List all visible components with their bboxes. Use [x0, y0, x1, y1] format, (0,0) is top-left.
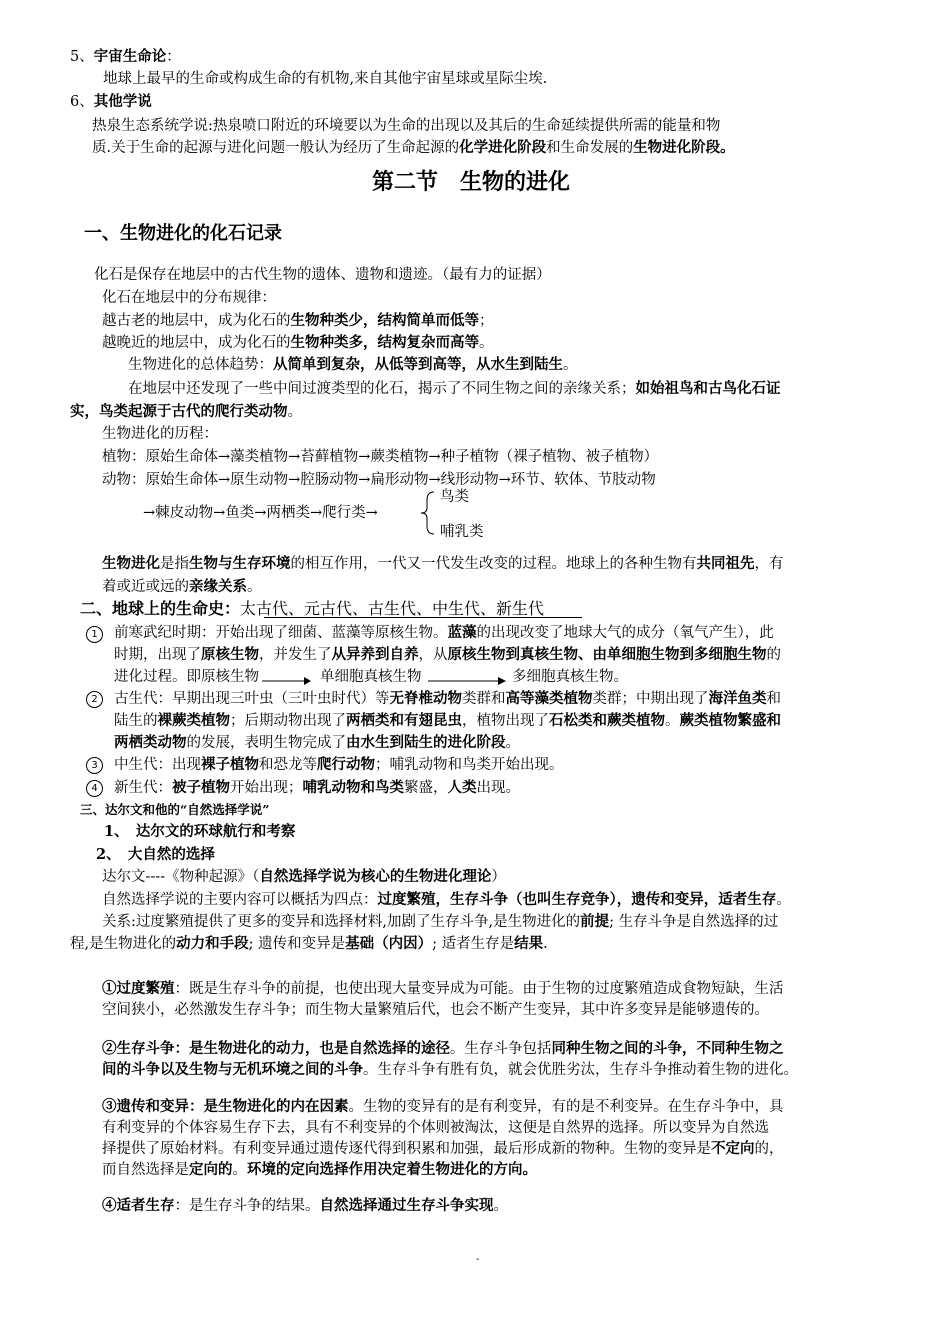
num-badge-1: 1 — [86, 626, 103, 643]
s6-line2: 质.关于生命的起源与进化问题一般认为经历了生命起源的化学进化阶段和生命发展的生物进化阶段。 — [92, 139, 735, 156]
fossil-rule: 化石在地层中的分布规律： — [102, 290, 276, 306]
point-1-l1: ①过度繁殖：既是生存斗争的前提，也使出现大量变异成为可能。由于生物的过度繁殖造成食物短缺，生活 — [102, 980, 784, 997]
section-title: 第二节 生物的进化 — [372, 169, 571, 195]
fossil-old: 越古老的地层中，成为化石的生物种类少，结构简单而低等； — [102, 312, 494, 329]
num-badge-2: 2 — [86, 691, 103, 708]
point-2-l2: 间的斗争以及生物与无机环境之间的斗争。生存斗争有胜有负，就会优胜劣汰，生存斗争推动着生物的进化。 — [102, 1061, 798, 1078]
branch-bird: 鸟类 — [440, 489, 469, 505]
arrow-icon — [428, 676, 508, 686]
point-1-l2: 空间狭小，必然激发生存斗争；而生物大量繁殖后代，也会不断产生变异，其中许多变异是能够遗传的。 — [102, 1002, 769, 1018]
fossil-def: 化石是保存在地层中的古代生物的遗体、遗物和遗迹。（最有力的证据） — [94, 267, 551, 283]
point-3-l2: 有利变异的个体容易生存下去，具有不利变异的个体则被淘汰，这便是自然界的选择。所以变异为自然选 — [102, 1120, 769, 1136]
heading-darwin: 三、达尔文和他的“自然选择学说” — [80, 802, 270, 817]
heading-s5: 5、宇宙生命论： — [70, 48, 181, 65]
page-mark: - — [476, 1254, 480, 1265]
history-g1: 古生代：早期出现三叶虫（三叶虫时代）等无脊椎动物类群和高等藻类植物类群；中期出现了海洋鱼类和 — [114, 690, 781, 707]
history-p3-end: 多细胞真核生物。 — [512, 669, 628, 685]
history-p3-mid: 单细胞真核生物 — [320, 669, 422, 685]
evo-def-1: 生物进化是指生物与生存环境的相互作用，一代又一代发生改变的过程。地球上的各种生物有共同祖先，有 — [102, 555, 784, 572]
s6-line1: 热泉生态系统学说:热泉喷口附近的环境要以为生命的出现以及其后的生命延续提供所需的能量和物 — [92, 118, 721, 134]
history-p3: 进化过程。即原核生物 — [114, 669, 259, 685]
heading-s6: 6、其他学说 — [70, 93, 152, 110]
darwin-rel-1: 关系:过度繁殖提供了更多的变异和选择材料,加剧了生存斗争,是生物进化的前提; 生存斗争是自然选择的过 — [102, 913, 779, 930]
point-3-l4: 而自然选择是定向的。环境的定向选择作用决定着生物进化的方向。 — [102, 1161, 537, 1178]
num-badge-3: 3 — [86, 757, 103, 774]
point-3-l1: ③遗传和变异：是生物进化的内在因素。生物的变异有的是有利变异，有的是不利变异。在生存斗争中，具 — [102, 1098, 784, 1115]
animal-path: 动物：原始生命体→原生动物→腔肠动物→扁形动物→线形动物→环节、软体、节肢动物 — [102, 472, 656, 488]
darwin-item-2: 2、 大自然的选择 — [96, 846, 215, 863]
darwin-book: 达尔文----《物种起源》（自然选择学说为核心的生物进化理论） — [102, 868, 506, 885]
darwin-item-1: 1、 达尔文的环球航行和考察 — [104, 823, 296, 840]
history-g3: 两栖类动物的发展，表明生物完成了由水生到陆生的进化阶段。 — [114, 734, 520, 751]
branch-mammal: 哺乳类 — [440, 524, 484, 540]
history-x1: 新生代：被子植物开始出现；哺乳动物和鸟类繁盛，人类出现。 — [114, 779, 520, 796]
point-3-l3: 择提供了原始材料。有利变异通过遗传逐代得到积累和加强，最后形成新的物种。生物的变异是不定向的， — [102, 1140, 784, 1157]
point-2-l1: ②生存斗争：是生物进化的动力，也是自然选择的途径。生存斗争包括同种生物之间的斗争，不同种生物之 — [102, 1040, 784, 1057]
darwin-four: 自然选择学说的主要内容可以概括为四点：过度繁殖，生存斗争（也叫生存竞争），遗传和变异，适者生存。 — [102, 891, 791, 908]
heading-fossil: 一、生物进化的化石记录 — [84, 223, 282, 244]
fossil-inter-2: 实，鸟类起源于古代的爬行类动物。 — [70, 403, 302, 420]
darwin-rel-2: 程,是生物进化的动力和手段; 遗传和变异是基础（内因）; 适者生存是结果. — [70, 935, 548, 952]
history-m1: 中生代：出现裸子植物和恐龙等爬行动物；哺乳动物和鸟类开始出现。 — [114, 756, 564, 773]
history-p2: 时期，出现了原核生物，并发生了从异养到自养，从原核生物到真核生物、由单细胞生物到多细胞生物的 — [114, 646, 781, 663]
evo-course: 生物进化的历程： — [102, 426, 218, 442]
s5-text: 地球上最早的生命或构成生命的有机物,来自其他宇宙星球或星际尘埃. — [103, 71, 548, 87]
brace-icon — [418, 490, 436, 536]
arrow-icon — [262, 676, 312, 686]
animal-path-2: →棘皮动物→鱼类→两栖类→爬行类→ — [143, 505, 378, 521]
num-badge-4: 4 — [86, 780, 103, 797]
plant-path: 植物：原始生命体→藻类植物→苔藓植物→蕨类植物→种子植物（裸子植物、被子植物） — [102, 449, 659, 465]
fossil-inter-1: 在地层中还发现了一些中间过渡类型的化石，揭示了不同生物之间的亲缘关系；如始祖鸟和古鸟化石证 — [128, 380, 781, 397]
evo-def-2: 着或近或远的亲缘关系。 — [102, 578, 262, 595]
heading-history: 二、地球上的生命史：太古代、元古代、古生代、中生代、新生代 — [80, 599, 545, 618]
history-p1: 前寒武纪时期：开始出现了细菌、蓝藻等原核生物。蓝藻的出现改变了地球大气的成分（氧气产生），此 — [114, 624, 774, 641]
fossil-new: 越晚近的地层中，成为化石的生物种类多，结构复杂而高等。 — [102, 334, 494, 351]
underline-divider — [264, 617, 582, 618]
history-g2: 陆生的裸蕨类植物；后期动物出现了两栖类和有翅昆虫，植物出现了石松类和蕨类植物。蕨类植物繁盛和 — [114, 712, 781, 729]
point-4-l1: ④适者生存：是生存斗争的结果。自然选择通过生存斗争实现。 — [102, 1197, 508, 1214]
fossil-trend: 生物进化的总体趋势：从简单到复杂，从低等到高等，从水生到陆生。 — [128, 356, 578, 373]
